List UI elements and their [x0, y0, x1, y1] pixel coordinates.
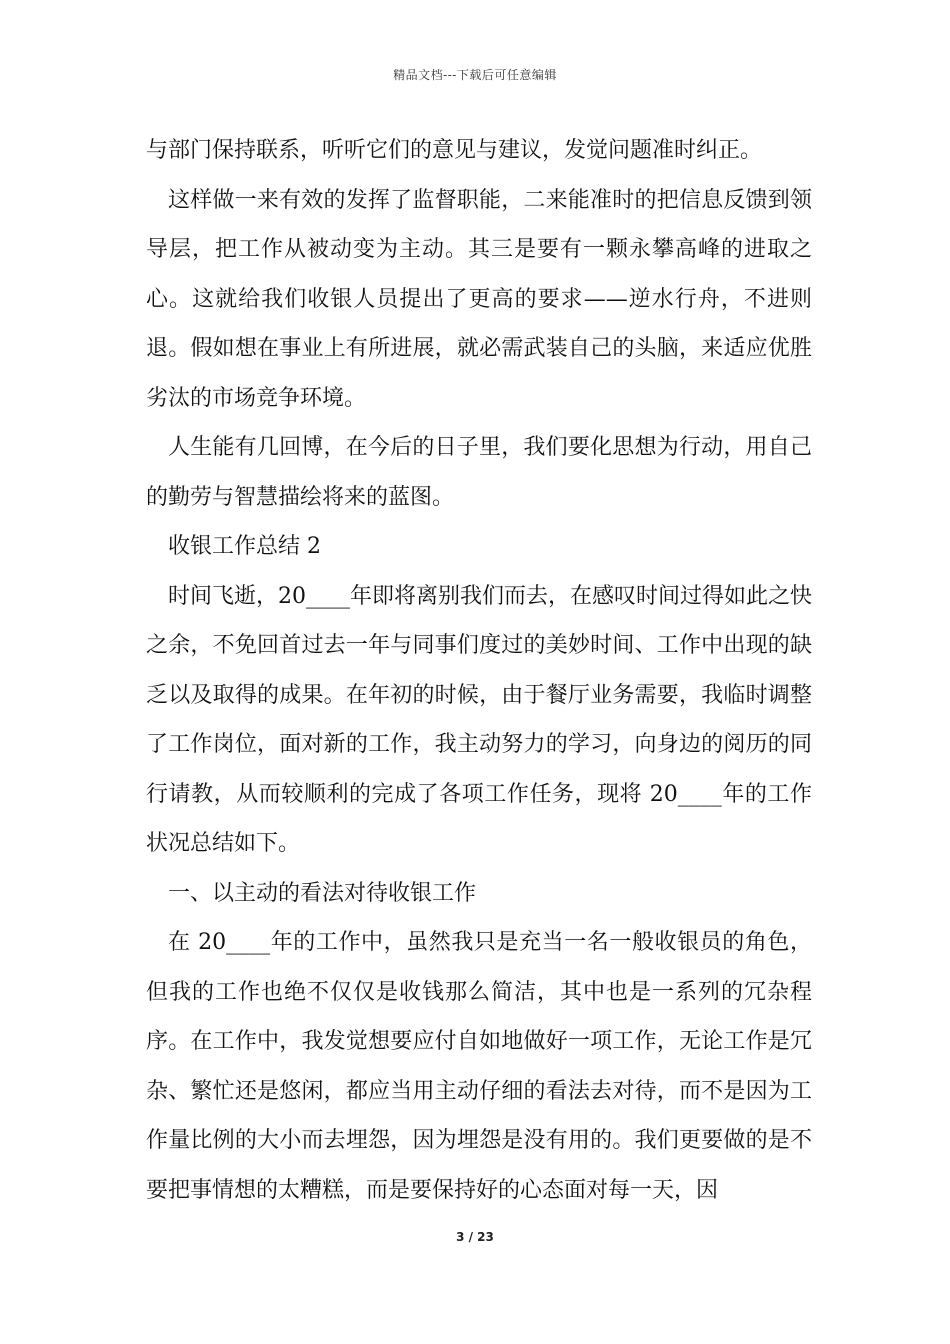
document-body	[146, 126, 812, 1215]
section-heading-summary-2: 收银工作总结 2	[168, 534, 321, 559]
paragraph-3: 人生能有几回博，在今后的日子里，我们要化思想为行动，用自己的勤劳与智慧描绘将来的蓝图。	[146, 435, 812, 510]
paragraph-2: 这样做一来有效的发挥了监督职能，二来能准时的把信息反馈到领导层，把工作从被动变为主动。其三是要有一颗永攀高峰的进取之心。这就给我们收银人员提出了更高的要求——逆水行舟，不进则退。假如想在事业上有所进展，就必需武装自己的头脑，来适应优胜劣汰的市场竞争环境。	[146, 187, 812, 411]
page-number: 3 / 23	[456, 1230, 494, 1244]
paragraph-4: 时间飞逝，20____年即将离别我们而去，在感叹时间过得如此之快之余，不免回首过去一年与同事们度过的美妙时间、工作中出现的缺乏以及取得的成果。在年初的时候，由于餐厅业务需要，我临时调整了工作岗位，面对新的工作，我主动努力的学习，向身边的阅历的同行请教，从而较顺利的完成了各项工作任务，现将 20____年的工作状况总结如下。	[146, 583, 812, 856]
paragraph-1: 与部门保持联系，听听它们的意见与建议，发觉问题准时纠正。	[146, 138, 763, 163]
page-header: 精品文档---下载后可任意编辑	[393, 68, 557, 82]
paragraph-5: 在 20____年的工作中，虽然我只是充当一名一般收银员的角色，但我的工作也绝不仅仅是收钱那么简洁，其中也是一系列的冗杂程序。在工作中，我发觉想要应付自如地做好一项工作，无论工作是冗杂、繁忙还是悠闲，都应当用主动仔细的看法去对待，而不是因为工作量比例的大小而去埋怨，因为埋怨是没有用的。我们更要做的是不要把事情想的太糟糕，而是要保持好的心态面对每一天，因	[146, 930, 812, 1203]
section-heading-attitude: 一、以主动的看法对待收银工作	[168, 880, 477, 906]
